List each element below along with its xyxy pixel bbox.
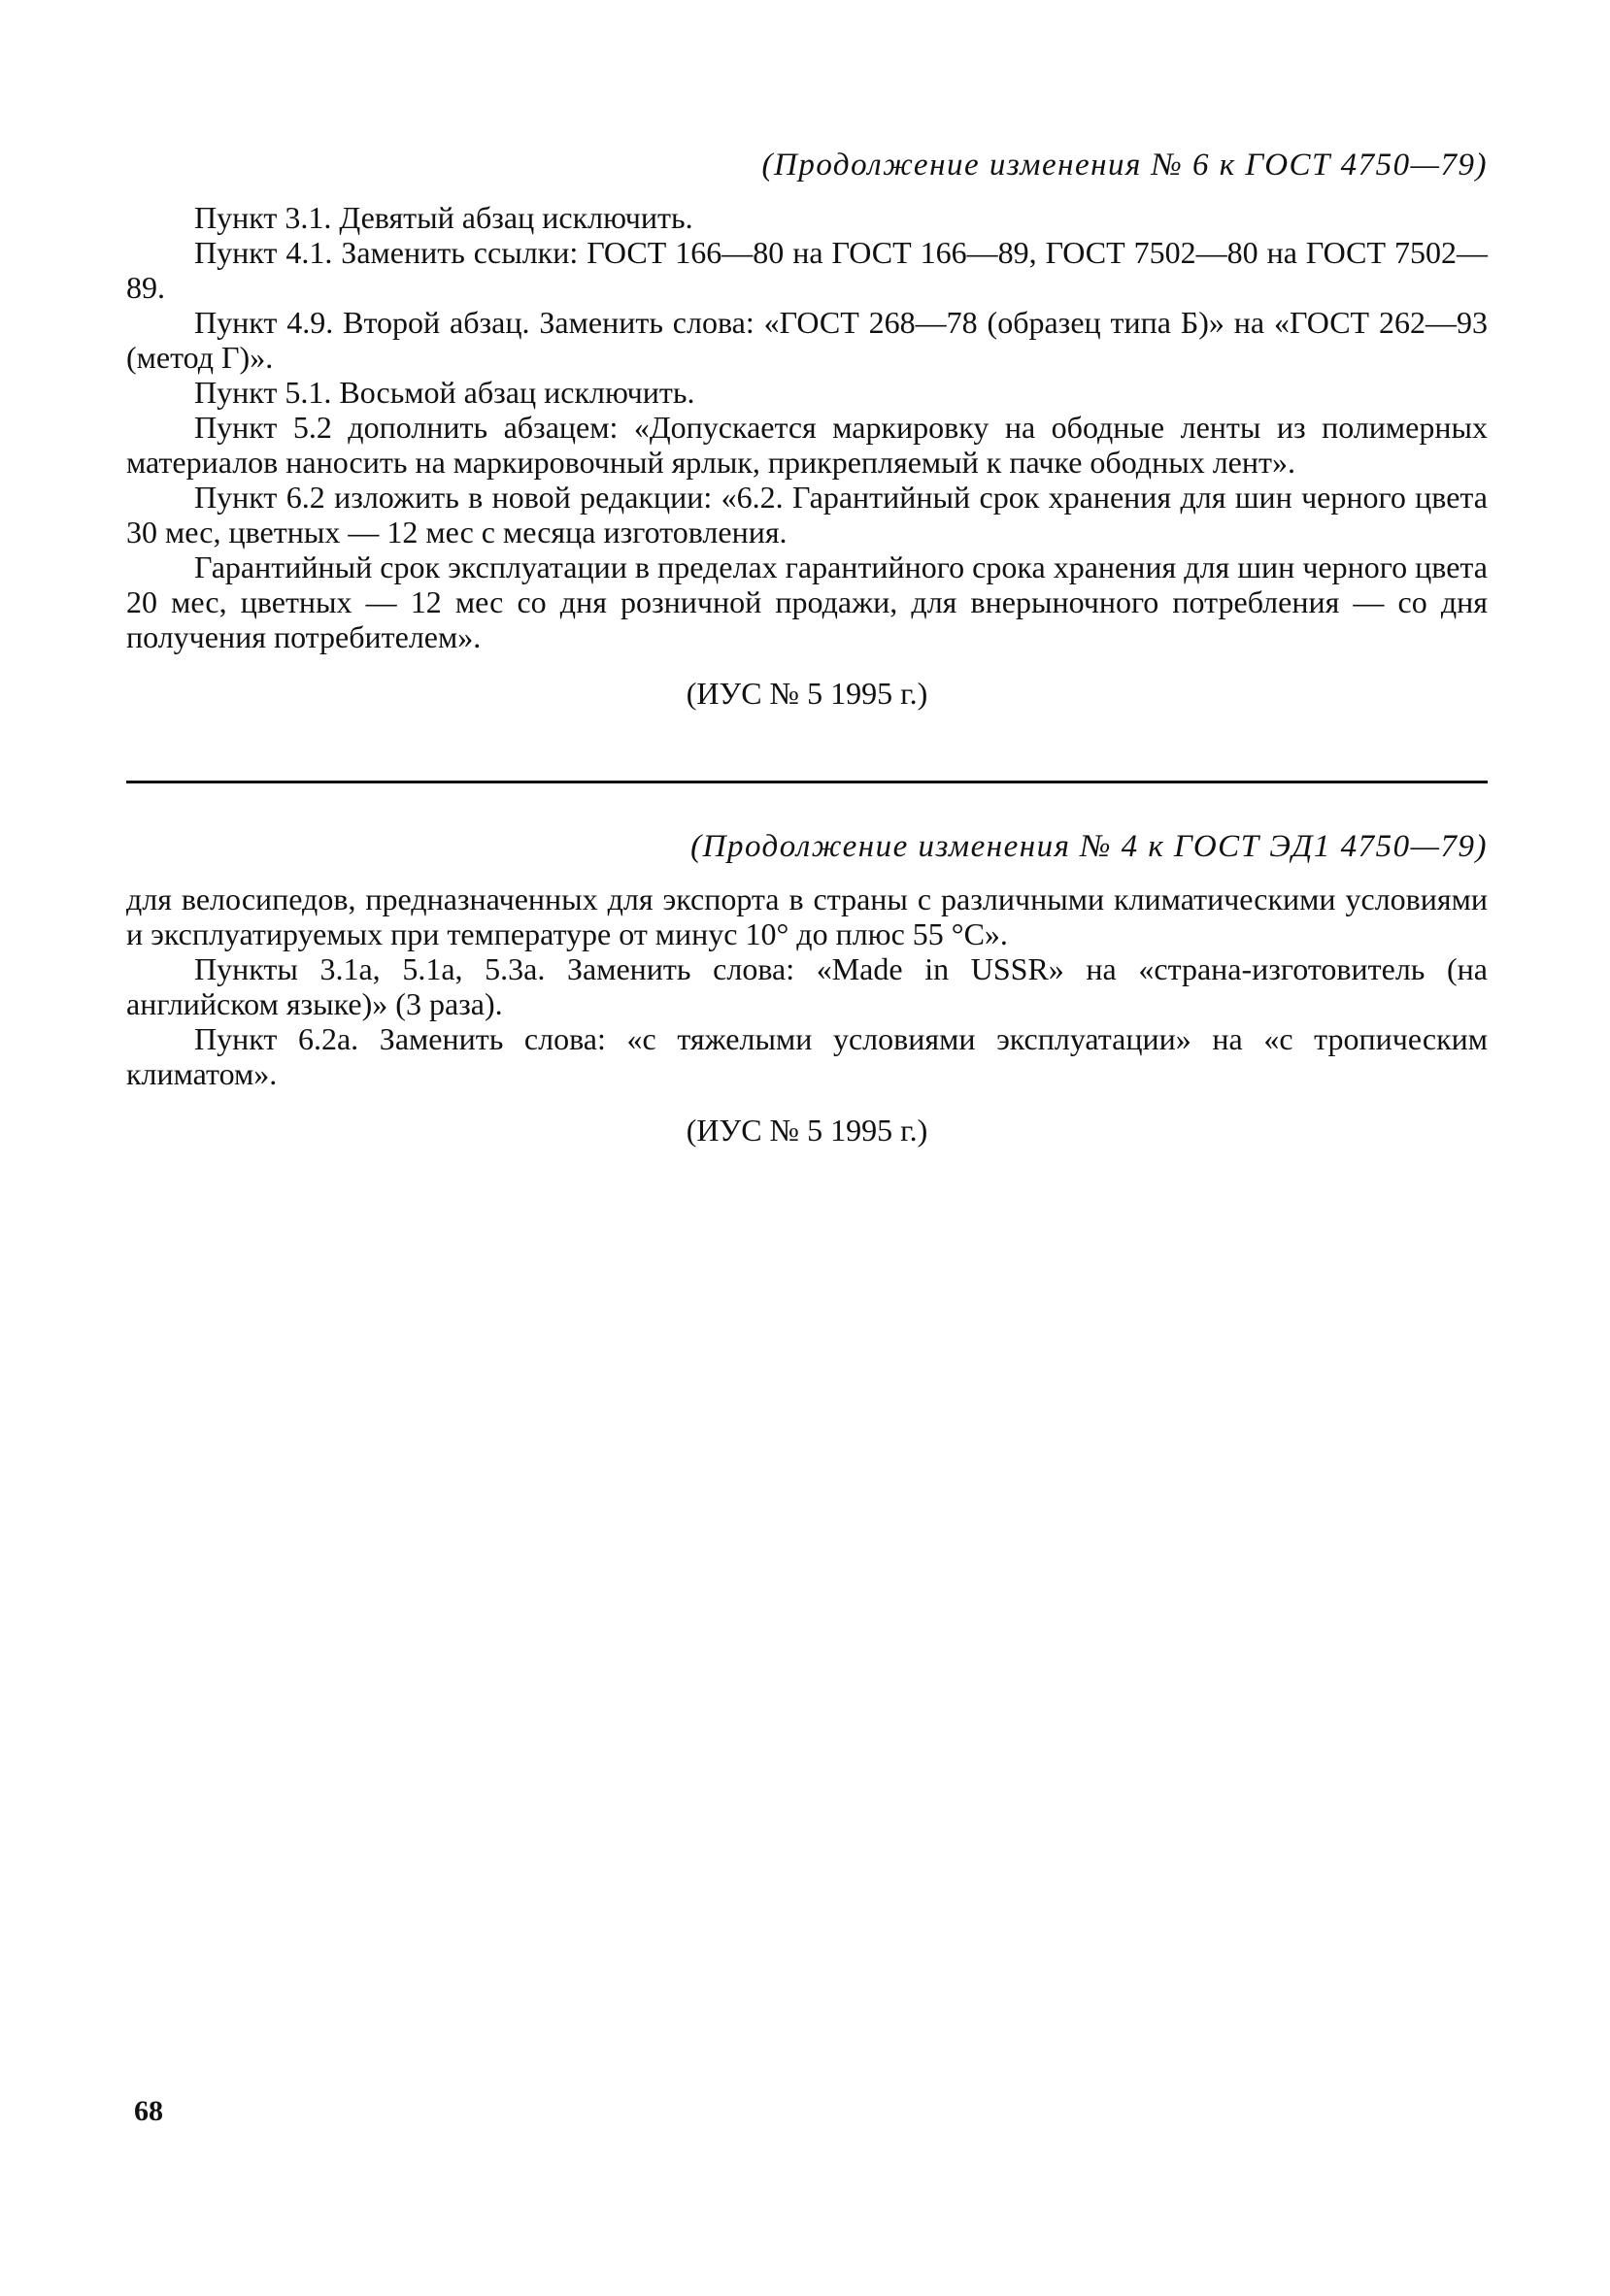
amendment-4-section — [126, 827, 1488, 1148]
paragraph: Пункты 3.1а, 5.1а, 5.3а. Заменить слова: «Made in USSR» на «страна-изготовитель (на английском языке)» (3 раза). — [126, 951, 1488, 1021]
paragraph: Пункт 4.9. Второй абзац. Заменить слова: «ГОСТ 268—78 (образец типа Б)» на «ГОСТ 262—93 (метод Г)». — [126, 305, 1488, 375]
paragraph: Пункт 3.1. Девятый абзац исключить. — [194, 200, 693, 235]
section-divider — [126, 781, 1488, 783]
page-number: 68 — [134, 2095, 163, 2127]
amendment-6-section — [126, 146, 1488, 711]
paragraph: Пункт 5.1. Восьмой абзац исключить. — [194, 375, 695, 410]
paragraph: Пункт 5.2 дополнить абзацем: «Допускается маркировку на ободные ленты из полимерных материалов наносить на маркировочный ярлык, прикрепляемый к пачке ободных лент». — [126, 410, 1488, 480]
source-reference: (ИУС № 5 1995 г.) — [686, 1113, 928, 1148]
paragraph-continuation: для велосипедов, предназначенных для экспорта в страны с различными климатическими условиями и эксплуатируемых при температуре от минус 10° до плюс 55 °С». — [126, 882, 1488, 951]
source-reference: (ИУС № 5 1995 г.) — [686, 676, 928, 711]
section-heading: (Продолжение изменения № 6 к ГОСТ 4750—79) — [761, 148, 1488, 183]
paragraph: Пункт 6.2а. Заменить слова: «с тяжелыми условиями эксплуатации» на «с тропическим климатом». — [126, 1021, 1488, 1091]
section-heading: (Продолжение изменения № 4 к ГОСТ ЭД1 4750—79) — [690, 829, 1488, 864]
paragraph: Пункт 6.2 изложить в новой редакции: «6.2. Гарантийный срок хранения для шин черного цвета 30 мес, цветных — 12 мес с месяца изготовления. — [126, 480, 1488, 549]
paragraph: Пункт 4.1. Заменить ссылки: ГОСТ 166—80 на ГОСТ 166—89, ГОСТ 7502—80 на ГОСТ 7502—89. — [126, 235, 1488, 305]
paragraph: Гарантийный срок эксплуатации в пределах гарантийного срока хранения для шин черного цвета 20 мес, цветных — 12 мес со дня розничной продажи, для внерыночного потребления — со дня получения потребителем». — [126, 549, 1488, 654]
